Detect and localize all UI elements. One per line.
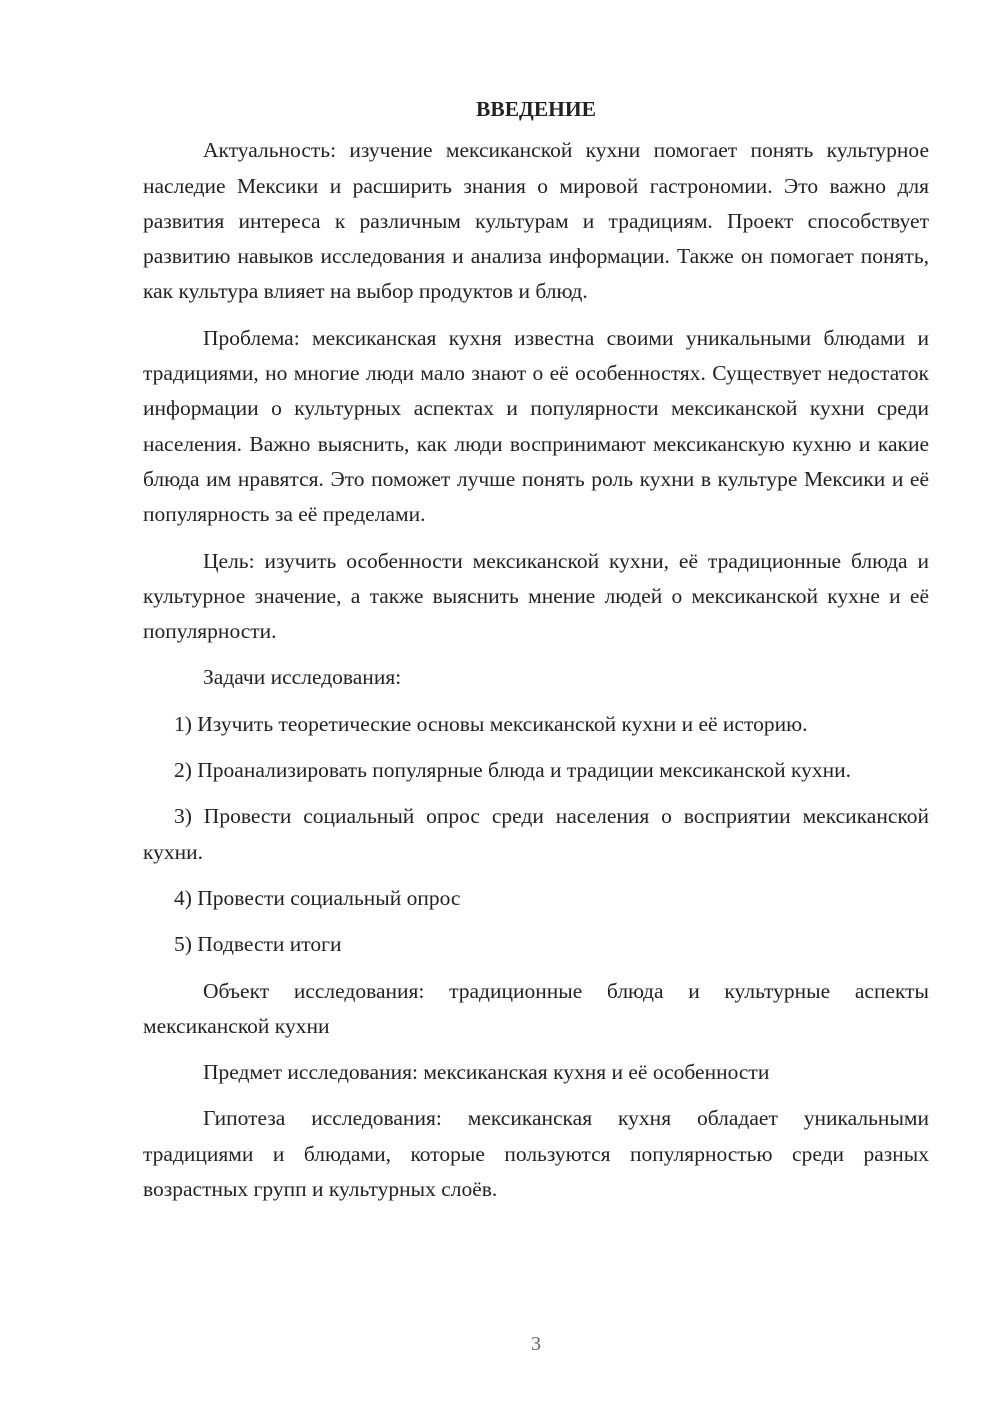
relevance-paragraph: Актуальность: изучение мексиканской кухни помогает понять культурное наследие Мексики и расширить знания о мировой гастрономии. Это важно для развития интереса к различным культурам и традициям. Проект способствует развитию навыков исследования и анализа информации. Также он помогает понять, как культура влияет на выбор продуктов и блюд. (143, 138, 929, 304)
page-title: ВВЕДЕНИЕ (476, 97, 596, 121)
problem-paragraph: Проблема: мексиканская кухня известна своими уникальными блюдами и традициями, но многие люди мало знают о её особенностях. Существует недостаток информации о культурных аспектах и популярности мексиканской кухни среди населения. Важно выяснить, как люди воспринимают мексиканскую кухню и какие блюда им нравятся. Это поможет лучше понять роль кухни в культуре Мексики и её популярность за её пределами. (143, 325, 929, 527)
page-content (143, 92, 929, 1218)
object-paragraph: Объект исследования: традиционные блюда и культурные аспекты мексиканской кухни (143, 978, 929, 1038)
hypothesis-paragraph: Гипотеза исследования: мексиканская кухня обладает уникальными традициями и блюдами, которые пользуются популярностью среди разных возрастных групп и культурных слоёв. (143, 1106, 929, 1202)
task-item-2: 2) Проанализировать популярные блюда и традиции мексиканской кухни. (174, 758, 852, 783)
task-item-1: 1) Изучить теоретические основы мексиканской кухни и её историю. (174, 711, 808, 736)
task-item-4: 4) Провести социальный опрос (174, 885, 461, 910)
goal-paragraph: Цель: изучить особенности мексиканской кухни, её традиционные блюда и культурное значение, а также выяснить мнение людей о мексиканской кухне и её популярности. (143, 548, 929, 644)
task-item-3: 3) Провести социальный опрос среди населения о восприятии мексиканской кухни. (143, 804, 929, 864)
page-number: 3 (531, 1333, 541, 1355)
task-item-5: 5) Подвести итоги (174, 932, 342, 957)
subject-paragraph: Предмет исследования: мексиканская кухня и её особенности (203, 1060, 770, 1085)
tasks-heading: Задачи исследования: (203, 665, 402, 690)
